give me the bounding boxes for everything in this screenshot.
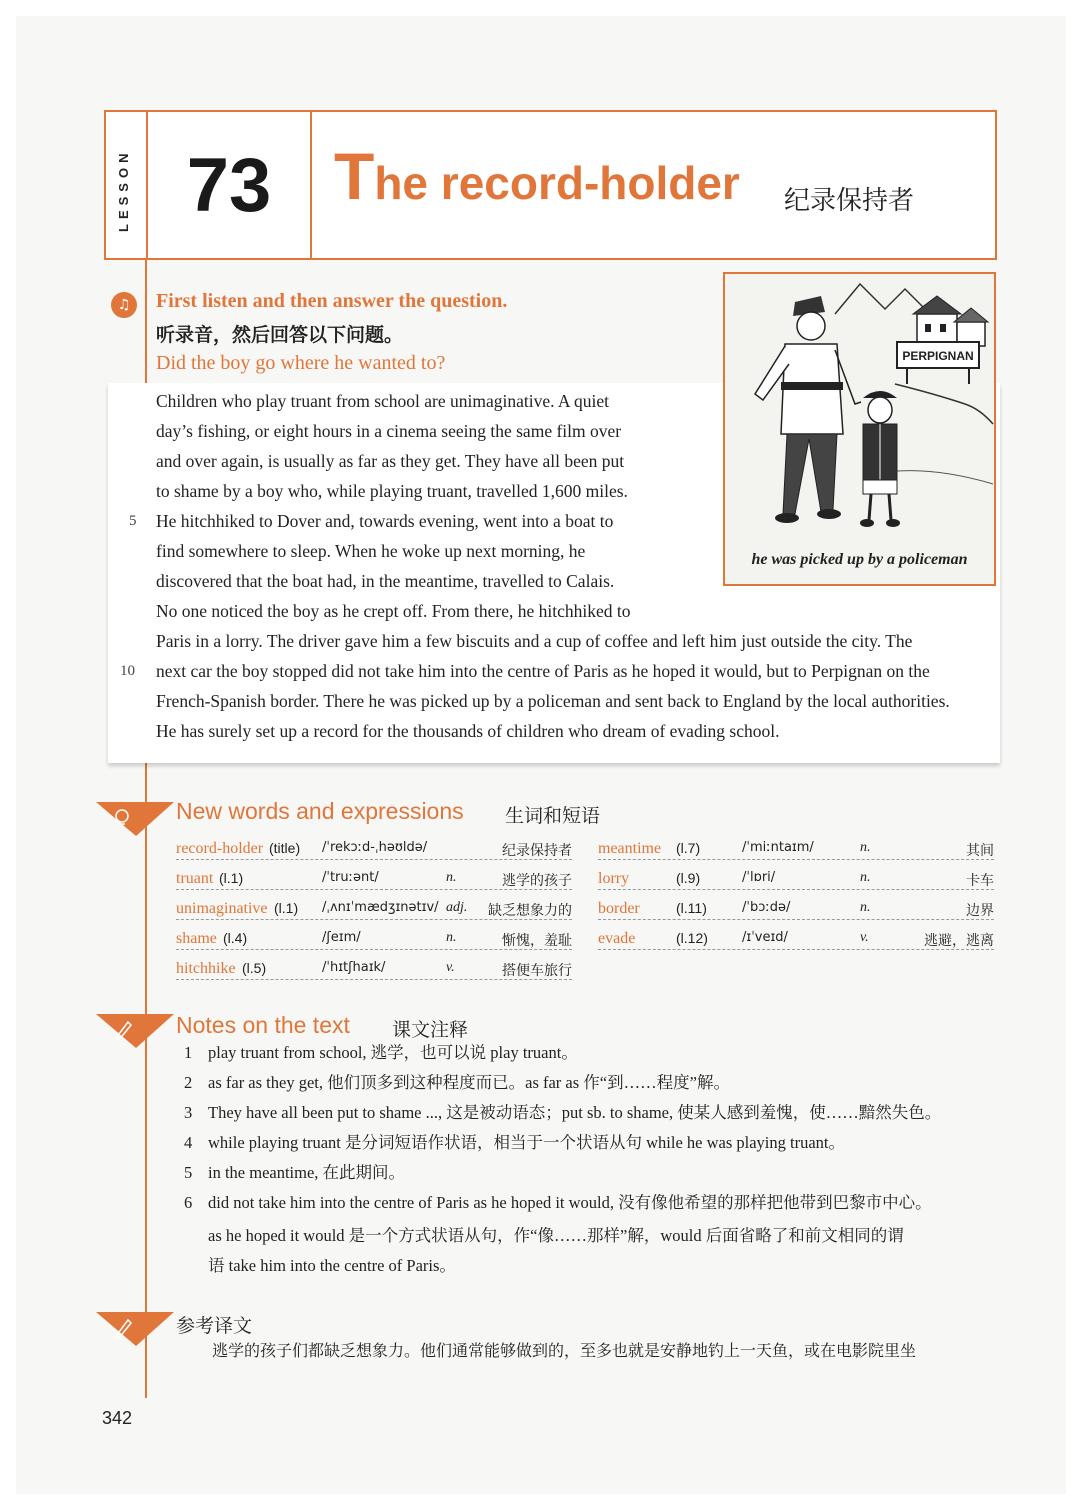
text-line: day’s fishing, or eight hours in a cinema seeing the same film over [156, 421, 622, 441]
page-number: 342 [102, 1408, 133, 1428]
note-item: 6 did not take him into the centre of Paris as he hoped it would, 没有像他希望的那样把他带到巴黎市中心。 [184, 1193, 932, 1212]
word-part-of-speech: n. [860, 900, 871, 915]
lesson-title [334, 138, 740, 214]
note-continuation: as he hoped it would 是一个方式状语从句，作“像……那样”解，would 后面省略了和前文相同的谓 [208, 1226, 904, 1245]
lesson-title-rest: he record-holder [374, 157, 740, 209]
pen-icon [96, 1308, 174, 1348]
text-line: He has surely set up a record for the thousands of children who dream of evading school. [156, 721, 780, 741]
word-entry [176, 838, 572, 860]
comprehension-question: Did the boy go where he wanted to? [156, 352, 446, 374]
word-line-ref: (l.5) [242, 960, 267, 976]
lesson-title-initial: T [334, 139, 375, 213]
word-meaning: 缺乏想象力的 [488, 903, 572, 919]
lesson-number: 73 [148, 112, 312, 258]
word-line-ref: (l.9) [676, 870, 701, 886]
word-meaning: 逃学的孩子 [502, 873, 572, 889]
note-item: 1 play truant from school, 逃学，也可以说 play truant。 [184, 1043, 578, 1062]
word-line-ref: (l.1) [219, 870, 244, 886]
new-words-title: New words and expressions [176, 798, 464, 824]
speaker-icon[interactable]: ♫ [111, 292, 137, 318]
note-continuation: 语 take him into the centre of Paris。 [208, 1256, 456, 1275]
translation-title: 参考译文 [176, 1315, 253, 1337]
new-words-title-chinese: 生词和短语 [505, 805, 601, 827]
word-line-ref: (l.11) [676, 900, 707, 916]
word-meaning: 其间 [966, 843, 994, 859]
notes-title: Notes on the text [176, 1012, 350, 1038]
line-number: 5 [129, 513, 137, 529]
word-line-ref: (l.1) [274, 900, 299, 916]
word-phonetic: /ʃeɪm/ [322, 930, 361, 945]
word-phonetic: /ˈlɒri/ [742, 870, 776, 885]
word-entry [176, 898, 572, 920]
word-phonetic: /ˈhɪtʃhaɪk/ [322, 960, 386, 975]
translation-text: 逃学的孩子们都缺乏想象力。他们通常能够做到的，至多也就是安静地钓上一天鱼，或在电影院里坐 [212, 1341, 917, 1360]
line-number: 10 [120, 663, 135, 679]
word-phonetic: /ˈtruːənt/ [322, 870, 379, 885]
text-line: Paris in a lorry. The driver gave him a few biscuits and a cup of coffee and left him just outside the city. The [156, 631, 913, 651]
word-part-of-speech: v. [446, 960, 455, 975]
word-line-ref: (l.12) [676, 930, 708, 946]
note-item: 5 in the meantime, 在此期间。 [184, 1163, 406, 1182]
text-line: find somewhere to sleep. When he woke up next morning, he [156, 541, 586, 561]
word-part-of-speech: n. [860, 840, 871, 855]
word-meaning: 惭愧，羞耻 [502, 933, 572, 949]
word-term: unimaginative [176, 900, 268, 917]
word-entry [176, 928, 572, 950]
word-term: hitchhike [176, 960, 236, 977]
word-entry [598, 898, 994, 920]
word-term: truant [176, 870, 214, 887]
text-line: and over again, is usually as far as they get. They have all been put [156, 451, 625, 471]
word-part-of-speech: n. [446, 870, 457, 885]
word-meaning: 搭便车旅行 [502, 963, 572, 979]
word-entry [176, 868, 572, 890]
word-part-of-speech: v. [860, 930, 869, 945]
word-phonetic: /ˌʌnɪˈmædʒɪnətɪv/ [322, 900, 439, 915]
note-item: 2 as far as they get, 他们顶多到这种程度而已。as far as 作“到……程度”解。 [184, 1073, 730, 1092]
word-entry [598, 838, 994, 860]
word-meaning: 卡车 [966, 873, 994, 889]
listen-instruction-chinese: 听录音，然后回答以下问题。 [156, 324, 404, 346]
cartoon-drawing [725, 274, 994, 550]
word-meaning: 逃避，逃离 [924, 933, 994, 949]
lesson-label: LESSON [116, 148, 131, 232]
word-entry [598, 868, 994, 890]
illustration-caption: he was picked up by a policeman [751, 551, 968, 568]
word-part-of-speech: n. [860, 870, 871, 885]
word-line-ref: (l.4) [223, 930, 248, 946]
word-line-ref: (l.7) [676, 840, 701, 856]
word-term: border [598, 900, 640, 917]
word-phonetic: /ˈbɔːdə/ [742, 900, 791, 915]
text-line: He hitchhiked to Dover and, towards evening, went into a boat to [156, 511, 614, 531]
place-sign: PERPIGNAN [902, 349, 974, 363]
word-entry [176, 958, 572, 980]
lesson-header [104, 110, 997, 260]
lightbulb-icon [96, 798, 174, 838]
word-meaning: 纪录保持者 [502, 843, 572, 859]
word-phonetic: /ˈrekɔːd-ˌhəʊldə/ [322, 840, 428, 855]
text-line: to shame by a boy who, while playing truant, travelled 1,600 miles. [156, 481, 628, 501]
note-item: 3 They have all been put to shame ..., 这是被动语态；put sb. to shame, 使某人感到羞愧，使……黯然失色。 [184, 1103, 942, 1122]
text-line: discovered that the boat had, in the meantime, travelled to Calais. [156, 571, 615, 591]
notes-title-chinese: 课文注释 [392, 1019, 469, 1041]
lesson-title-chinese: 纪录保持者 [784, 186, 915, 216]
word-term: meantime [598, 840, 662, 857]
listen-instruction: First listen and then answer the question. [156, 290, 508, 312]
text-line: Children who play truant from school are unimaginative. A quiet [156, 391, 609, 411]
word-part-of-speech: adj. [446, 900, 468, 915]
word-term: lorry [598, 870, 630, 887]
word-line-ref: (title) [269, 840, 301, 856]
word-entry [598, 928, 994, 950]
text-line: French-Spanish border. There he was picked up by a policeman and sent back to England by the local authorities. [156, 691, 950, 711]
word-phonetic: /ˈmiːntaɪm/ [742, 840, 814, 855]
pen-icon [96, 1010, 174, 1050]
lesson-tab [106, 112, 148, 258]
text-line: No one noticed the boy as he crept off. From there, he hitchhiked to [156, 601, 631, 621]
text-line: next car the boy stopped did not take him into the centre of Paris as he hoped it would, but to Perpignan on the [156, 661, 930, 681]
word-term: evade [598, 930, 636, 947]
note-item: 4 while playing truant 是分词短语作状语，相当于一个状语从句 while he was playing truant。 [184, 1133, 846, 1152]
word-term: shame [176, 930, 217, 947]
word-part-of-speech: n. [446, 930, 457, 945]
illustration [723, 272, 996, 586]
word-phonetic: /ɪˈveɪd/ [742, 930, 788, 945]
word-term: record-holder [176, 840, 264, 857]
word-meaning: 边界 [966, 903, 994, 919]
